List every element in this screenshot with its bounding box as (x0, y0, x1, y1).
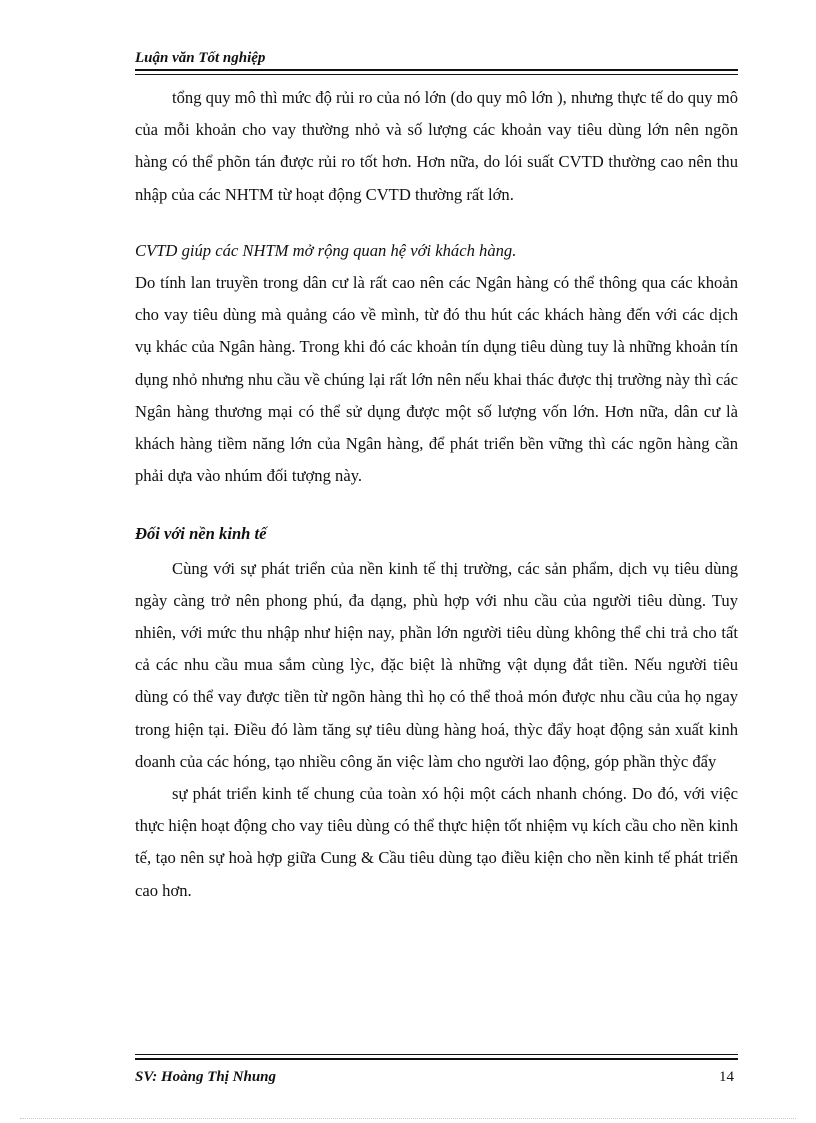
section-heading-customer-relations: CVTD giúp các NHTM mở rộng quan hệ với khách hàng. (135, 240, 517, 260)
section-heading-economy: Đối với nền kinh tế (135, 524, 267, 544)
paragraph-economy-1: Cùng với sự phát triển của nền kinh tế thị trường, các sản phẩm, dịch vụ tiêu dùng ngày càng trở nên phong phú, đa dạng, phù hợp với nhu cầu của người tiêu dùng. Tuy nhiên, với mức thu nhập như hiện nay, phần lớn người tiêu dùng không thể chi trả cho tất cả các nhu cầu mua sắm cùng lỳc, đặc biệt là những vật dụng đắt tiền. Nếu người tiêu dùng có thể vay được tiền từ ngõn hàng thì họ có thể thoả món được nhu cầu của họ ngay trong hiện tại. Điều đó làm tăng sự tiêu dùng hàng hoá, thỳc đẩy hoạt động sản xuất kinh doanh của các hóng, tạo nhiều công ăn việc làm cho người lao động, góp phần thỳc đẩy (135, 558, 738, 771)
page-header (135, 49, 738, 67)
paragraph-economy-2: sự phát triển kinh tế chung của toàn xó hội một cách nhanh chóng. Do đó, với việc thực hiện hoạt động cho vay tiêu dùng có thể thực hiện tốt nhiệm vụ kích cầu cho nền kinh tế, tạo nên sự hoà hợp giữa Cung & Cầu tiêu dùng tạo điều kiện cho nền kinh tế phát triển cao hơn. (135, 784, 738, 900)
paragraph-risk: tổng quy mô thì mức độ rủi ro của nó lớn (do quy mô lớn ), nhưng thực tế do quy mô của mỗi khoản cho vay thường nhỏ và số lượng các khoản vay tiêu dùng lớn nên ngõn hàng có thể phõn tán được rủi ro tốt hơn. Hơn nữa, do lói suất CVTD thường cao nên thu nhập của các NHTM từ hoạt động CVTD thường rất lớn. (135, 88, 738, 204)
paragraph-customer-relations: Do tính lan truyền trong dân cư là rất cao nên các Ngân hàng có thể thông qua các khoản cho vay tiêu dùng mà quảng cáo về mình, từ đó thu hút các khách hàng đến với các dịch vụ khác của Ngân hàng. Trong khi đó các khoản tín dụng tiêu dùng tuy là những khoản tín dụng nhỏ nhưng nhu cầu về chúng lại rất lớn nên nếu khai thác được thị trường này thì các Ngân hàng thương mại có thể sử dụng được một số lượng vốn lớn. Hơn nữa, dân cư là khách hàng tiềm năng lớn của Ngân hàng, để phát triển bền vững thì các ngõn hàng cần phải dựa vào nhúm đối tượng này. (135, 273, 738, 486)
footer-rule-thin (135, 1054, 738, 1055)
student-name: SV: Hoàng Thị Nhung (135, 1069, 277, 1085)
footer-rule-thick (135, 1058, 738, 1060)
header-rule-thick (135, 69, 738, 71)
page-edge-dotted-line (20, 1118, 796, 1119)
page-number: 14 (719, 1069, 734, 1085)
page-footer (135, 1068, 738, 1086)
header-rule-thin (135, 74, 738, 75)
page-body (135, 82, 738, 907)
header-title: Luận văn Tốt nghiệp (135, 50, 266, 66)
